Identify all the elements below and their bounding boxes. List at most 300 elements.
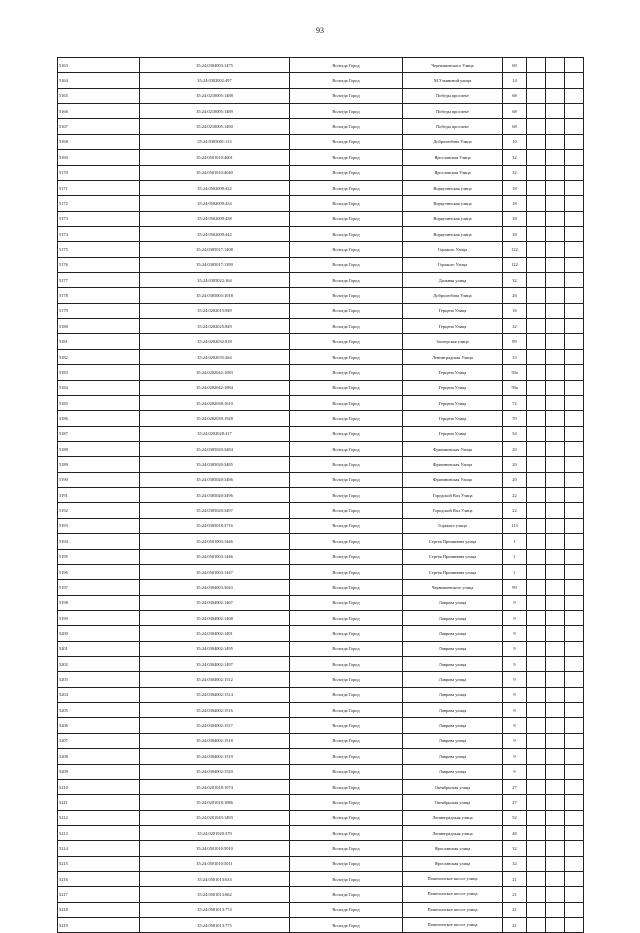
empty-cell [527, 165, 546, 180]
house-number-cell: 21 [503, 902, 527, 917]
street-name-cell: Герцена Улица [403, 426, 503, 441]
street-name-cell: Добролюбова Улица [403, 288, 503, 303]
house-number-cell: 10 [503, 134, 527, 149]
table-row [58, 564, 584, 579]
house-number-cell: 59а [503, 365, 527, 380]
city-name-cell: Вологда Город [290, 518, 403, 533]
cadastral-number-cell: 35:24:0501003:1447 [140, 564, 290, 579]
empty-cell [546, 503, 565, 518]
cadastral-number-cell: 35:24:0305017:1399 [140, 257, 290, 272]
house-number-cell: 20 [503, 472, 527, 487]
table-row [58, 764, 584, 779]
table-row [58, 58, 584, 73]
street-name-cell: Герцена Улица [403, 411, 503, 426]
row-number-cell: 5207 [58, 733, 140, 748]
cadastral-number-cell: 35:24:0305020:3484 [140, 441, 290, 456]
empty-cell [546, 825, 565, 840]
house-number-cell: 18 [503, 196, 527, 211]
street-name-cell: Герцена Улица [403, 319, 503, 334]
empty-cell [565, 779, 584, 794]
city-name-cell: Вологда Город [290, 549, 403, 564]
house-number-cell: 18 [503, 226, 527, 241]
table-row [58, 733, 584, 748]
empty-cell [527, 441, 546, 456]
street-name-cell: Воркутинская улица [403, 180, 503, 195]
empty-cell [546, 349, 565, 364]
table-row [58, 672, 584, 687]
table-row [58, 319, 584, 334]
row-number-cell: 5166 [58, 104, 140, 119]
city-name-cell: Вологда Город [290, 641, 403, 656]
empty-cell [546, 549, 565, 564]
row-number-cell: 5169 [58, 150, 140, 165]
empty-cell [565, 380, 584, 395]
empty-cell [546, 226, 565, 241]
cadastral-number-cell: 35:24:0202025:849 [140, 319, 290, 334]
cadastral-number-cell: 35:24:0304002:1495 [140, 641, 290, 656]
street-name-cell: Горького Улица [403, 257, 503, 272]
empty-cell [527, 273, 546, 288]
city-name-cell: Вологда Город [290, 165, 403, 180]
street-name-cell: Октябрьская улица [403, 795, 503, 810]
city-name-cell: Вологда Город [290, 319, 403, 334]
street-name-cell: Городской Вал Улица [403, 488, 503, 503]
city-name-cell: Вологда Город [290, 856, 403, 871]
row-number-cell: 5168 [58, 134, 140, 149]
table-row [58, 288, 584, 303]
table-row [58, 73, 584, 88]
empty-cell [565, 104, 584, 119]
cadastral-number-cell: 35:24:0202028:417 [140, 426, 290, 441]
empty-cell [565, 58, 584, 73]
empty-cell [527, 257, 546, 272]
street-name-cell: Герцена Улица [403, 395, 503, 410]
table-row [58, 810, 584, 825]
city-name-cell: Вологда Город [290, 564, 403, 579]
cadastral-number-cell: 35:24:0502009:438 [140, 211, 290, 226]
row-number-cell: 5193 [58, 518, 140, 533]
street-name-cell: Добролюбова Улица [403, 134, 503, 149]
city-name-cell: Вологда Город [290, 257, 403, 272]
house-number-cell: 72 [503, 395, 527, 410]
empty-cell [527, 872, 546, 887]
street-name-cell: Чернышевского улица [403, 580, 503, 595]
row-number-cell: 5174 [58, 226, 140, 241]
house-number-cell: 21 [503, 872, 527, 887]
empty-cell [546, 165, 565, 180]
row-number-cell: 5183 [58, 365, 140, 380]
empty-cell [527, 887, 546, 902]
empty-cell [565, 733, 584, 748]
empty-cell [527, 119, 546, 134]
empty-cell [546, 687, 565, 702]
table-row [58, 641, 584, 656]
table-row [58, 657, 584, 672]
city-name-cell: Вологда Город [290, 580, 403, 595]
empty-cell [527, 503, 546, 518]
registry-table [57, 57, 584, 933]
cadastral-number-cell: 35:24:0501010:5010 [140, 841, 290, 856]
city-name-cell: Вологда Город [290, 365, 403, 380]
house-number-cell: 99 [503, 580, 527, 595]
cadastral-number-cell: 35:24:0501013:633 [140, 872, 290, 887]
cadastral-number-cell: 35:24:0202042:1084 [140, 380, 290, 395]
cadastral-number-cell: 35:24:0201018:1086 [140, 795, 290, 810]
city-name-cell: Вологда Город [290, 657, 403, 672]
table-row [58, 196, 584, 211]
city-name-cell: Вологда Город [290, 918, 403, 933]
row-number-cell: 5191 [58, 488, 140, 503]
empty-cell [565, 395, 584, 410]
table-row [58, 549, 584, 564]
house-number-cell: 68 [503, 119, 527, 134]
row-number-cell: 5192 [58, 503, 140, 518]
empty-cell [546, 58, 565, 73]
row-number-cell: 5198 [58, 595, 140, 610]
city-name-cell: Вологда Город [290, 273, 403, 288]
empty-cell [546, 472, 565, 487]
empty-cell [527, 749, 546, 764]
empty-cell [546, 718, 565, 733]
row-number-cell: 5196 [58, 564, 140, 579]
house-number-cell: 9 [503, 733, 527, 748]
city-name-cell: Вологда Город [290, 610, 403, 625]
empty-cell [527, 134, 546, 149]
house-number-cell: 20 [503, 457, 527, 472]
empty-cell [565, 687, 584, 702]
row-number-cell: 5215 [58, 856, 140, 871]
empty-cell [527, 610, 546, 625]
empty-cell [565, 549, 584, 564]
city-name-cell: Вологда Город [290, 349, 403, 364]
empty-cell [527, 150, 546, 165]
street-name-cell: Ярославская улица [403, 841, 503, 856]
house-number-cell: 122 [503, 257, 527, 272]
table-row [58, 503, 584, 518]
row-number-cell: 5205 [58, 703, 140, 718]
empty-cell [565, 657, 584, 672]
city-name-cell: Вологда Город [290, 58, 403, 73]
city-name-cell: Вологда Город [290, 334, 403, 349]
empty-cell [546, 319, 565, 334]
row-number-cell: 5171 [58, 180, 140, 195]
street-name-cell: Горького улица [403, 518, 503, 533]
city-name-cell: Вологда Город [290, 380, 403, 395]
empty-cell [546, 380, 565, 395]
empty-cell [527, 687, 546, 702]
empty-cell [527, 488, 546, 503]
empty-cell [565, 580, 584, 595]
empty-cell [565, 918, 584, 933]
cadastral-number-cell: 35:24:0305020:3496 [140, 488, 290, 503]
table-row [58, 488, 584, 503]
table-row [58, 472, 584, 487]
street-name-cell: Ленинградская Улица [403, 349, 503, 364]
table-row [58, 856, 584, 871]
city-name-cell: Вологда Город [290, 795, 403, 810]
table-row [58, 687, 584, 702]
empty-cell [565, 503, 584, 518]
street-name-cell: Герцена Улица [403, 303, 503, 318]
house-number-cell: 1 [503, 549, 527, 564]
empty-cell [527, 457, 546, 472]
table-row [58, 457, 584, 472]
cadastral-number-cell: 35:24:0501010:5011 [140, 856, 290, 871]
table-row [58, 718, 584, 733]
empty-cell [527, 580, 546, 595]
street-name-cell: Сергея Преминина улица [403, 549, 503, 564]
cadastral-number-cell: 35:24:0304002:1517 [140, 718, 290, 733]
street-name-cell: Лаврова улица [403, 718, 503, 733]
empty-cell [527, 349, 546, 364]
empty-cell [565, 457, 584, 472]
cadastral-number-cell: 35:24:0305018:3716 [140, 518, 290, 533]
empty-cell [527, 856, 546, 871]
cadastral-number-cell: 35:24:0305017:1408 [140, 242, 290, 257]
city-name-cell: Вологда Город [290, 104, 403, 119]
street-name-cell: Ярославская Улица [403, 150, 503, 165]
house-number-cell: 32 [503, 319, 527, 334]
row-number-cell: 5190 [58, 472, 140, 487]
street-name-cell: Октябрьская улица [403, 779, 503, 794]
house-number-cell: 1 [503, 564, 527, 579]
page-number: 93 [316, 26, 324, 35]
city-name-cell: Вологда Город [290, 672, 403, 687]
row-number-cell: 5219 [58, 918, 140, 933]
empty-cell [565, 595, 584, 610]
house-number-cell: 9 [503, 703, 527, 718]
street-name-cell: Фрязиновская Улица [403, 472, 503, 487]
empty-cell [565, 764, 584, 779]
city-name-cell: Вологда Город [290, 503, 403, 518]
street-name-cell: Победы проспект [403, 104, 503, 119]
cadastral-number-cell: 35:24:0304002:1491 [140, 626, 290, 641]
empty-cell [546, 733, 565, 748]
row-number-cell: 5176 [58, 257, 140, 272]
house-number-cell: 9 [503, 626, 527, 641]
row-number-cell: 5201 [58, 641, 140, 656]
empty-cell [546, 180, 565, 195]
cadastral-number-cell: 35:24:0202015:949 [140, 303, 290, 318]
table-row [58, 380, 584, 395]
table-row [58, 841, 584, 856]
house-number-cell: 9 [503, 610, 527, 625]
empty-cell [527, 733, 546, 748]
empty-cell [546, 211, 565, 226]
house-number-cell: 32 [503, 273, 527, 288]
empty-cell [546, 257, 565, 272]
table-row [58, 749, 584, 764]
empty-cell [565, 165, 584, 180]
empty-cell [546, 426, 565, 441]
street-name-cell: Лаврова улица [403, 641, 503, 656]
cadastral-number-cell: 35:24:0502009:434 [140, 196, 290, 211]
row-number-cell: 5170 [58, 165, 140, 180]
empty-cell [565, 825, 584, 840]
street-name-cell: Лаврова улица [403, 733, 503, 748]
cadastral-number-cell: 35:24:0201020:379 [140, 825, 290, 840]
empty-cell [565, 365, 584, 380]
empty-cell [565, 610, 584, 625]
empty-cell [546, 334, 565, 349]
table-row [58, 887, 584, 902]
row-number-cell: 5218 [58, 902, 140, 917]
cadastral-number-cell: 35:24:0201018:1074 [140, 779, 290, 794]
empty-cell [527, 718, 546, 733]
city-name-cell: Вологда Город [290, 88, 403, 103]
empty-cell [527, 426, 546, 441]
city-name-cell: Вологда Город [290, 488, 403, 503]
street-name-cell: Лаврова улица [403, 626, 503, 641]
empty-cell [565, 672, 584, 687]
row-number-cell: 5163 [58, 58, 140, 73]
street-name-cell: Сергея Преминина улица [403, 564, 503, 579]
table-row [58, 134, 584, 149]
row-number-cell: 5179 [58, 303, 140, 318]
empty-cell [546, 580, 565, 595]
row-number-cell: 5212 [58, 810, 140, 825]
empty-cell [546, 88, 565, 103]
house-number-cell: 22 [503, 488, 527, 503]
empty-cell [546, 150, 565, 165]
empty-cell [527, 810, 546, 825]
empty-cell [565, 273, 584, 288]
street-name-cell: Ленинградская улица [403, 825, 503, 840]
house-number-cell: 9 [503, 672, 527, 687]
city-name-cell: Вологда Город [290, 134, 403, 149]
row-number-cell: 5195 [58, 549, 140, 564]
city-name-cell: Вологда Город [290, 119, 403, 134]
empty-cell [565, 795, 584, 810]
row-number-cell: 5175 [58, 242, 140, 257]
house-number-cell: 9 [503, 687, 527, 702]
house-number-cell: 69 [503, 58, 527, 73]
empty-cell [546, 273, 565, 288]
empty-cell [565, 718, 584, 733]
street-name-cell: Пошехонское шоссе улица [403, 872, 503, 887]
empty-cell [527, 88, 546, 103]
city-name-cell: Вологда Город [290, 457, 403, 472]
empty-cell [565, 810, 584, 825]
empty-cell [546, 610, 565, 625]
row-number-cell: 5187 [58, 426, 140, 441]
row-number-cell: 5188 [58, 441, 140, 456]
house-number-cell: 9 [503, 718, 527, 733]
empty-cell [546, 518, 565, 533]
empty-cell [527, 180, 546, 195]
house-number-cell: 9 [503, 764, 527, 779]
empty-cell [527, 703, 546, 718]
cadastral-number-cell: 35:24:0304002:1519 [140, 749, 290, 764]
house-number-cell: 89 [503, 334, 527, 349]
city-name-cell: Вологда Город [290, 902, 403, 917]
city-name-cell: Вологда Город [290, 226, 403, 241]
table-row [58, 703, 584, 718]
cadastral-number-cell: 35:24:0201043:1493 [140, 810, 290, 825]
empty-cell [527, 657, 546, 672]
empty-cell [527, 795, 546, 810]
empty-cell [546, 395, 565, 410]
empty-cell [546, 841, 565, 856]
empty-cell [527, 380, 546, 395]
street-name-cell: Ярославская Улица [403, 165, 503, 180]
empty-cell [527, 73, 546, 88]
house-number-cell: 113 [503, 518, 527, 533]
table-row [58, 580, 584, 595]
table-row [58, 180, 584, 195]
empty-cell [565, 441, 584, 456]
empty-cell [546, 564, 565, 579]
empty-cell [527, 411, 546, 426]
street-name-cell: Заозерская улица [403, 334, 503, 349]
house-number-cell: 32 [503, 841, 527, 856]
empty-cell [546, 856, 565, 871]
empty-cell [565, 426, 584, 441]
empty-cell [546, 703, 565, 718]
row-number-cell: 5184 [58, 380, 140, 395]
empty-cell [565, 334, 584, 349]
empty-cell [527, 334, 546, 349]
empty-cell [565, 303, 584, 318]
street-name-cell: Пошехонское шоссе улица [403, 887, 503, 902]
empty-cell [546, 411, 565, 426]
empty-cell [527, 104, 546, 119]
row-number-cell: 5199 [58, 610, 140, 625]
empty-cell [565, 180, 584, 195]
row-number-cell: 5204 [58, 687, 140, 702]
empty-cell [546, 134, 565, 149]
house-number-cell: 59а [503, 380, 527, 395]
house-number-cell: 68 [503, 104, 527, 119]
row-number-cell: 5208 [58, 749, 140, 764]
empty-cell [546, 119, 565, 134]
row-number-cell: 5203 [58, 672, 140, 687]
city-name-cell: Вологда Город [290, 303, 403, 318]
house-number-cell: 20 [503, 441, 527, 456]
empty-cell [565, 749, 584, 764]
empty-cell [527, 595, 546, 610]
row-number-cell: 5202 [58, 657, 140, 672]
table-row [58, 273, 584, 288]
city-name-cell: Вологда Город [290, 211, 403, 226]
house-number-cell: 27 [503, 779, 527, 794]
row-number-cell: 5209 [58, 764, 140, 779]
house-number-cell: 18 [503, 180, 527, 195]
row-number-cell: 5180 [58, 319, 140, 334]
empty-cell [546, 764, 565, 779]
table-row [58, 518, 584, 533]
table-row [58, 365, 584, 380]
cadastral-number-cell: 35:24:0305020:3485 [140, 457, 290, 472]
cadastral-number-cell: 35:24:0210005:1489 [140, 104, 290, 119]
house-number-cell: 22 [503, 503, 527, 518]
empty-cell [527, 825, 546, 840]
street-name-cell: Герцена Улица [403, 365, 503, 380]
row-number-cell: 5177 [58, 273, 140, 288]
empty-cell [565, 119, 584, 134]
empty-cell [546, 749, 565, 764]
empty-cell [527, 196, 546, 211]
street-name-cell: Воркутинская улица [403, 226, 503, 241]
cadastral-number-cell: 35:24:0202035:264 [140, 349, 290, 364]
cadastral-number-cell: 35:24:0305022:164 [140, 273, 290, 288]
house-number-cell: 18 [503, 211, 527, 226]
city-name-cell: Вологда Город [290, 872, 403, 887]
empty-cell [565, 641, 584, 656]
cadastral-number-cell: 35:24:0501010:4601 [140, 150, 290, 165]
cadastral-number-cell: 35:24:0202042:1083 [140, 365, 290, 380]
house-number-cell: 32 [503, 165, 527, 180]
